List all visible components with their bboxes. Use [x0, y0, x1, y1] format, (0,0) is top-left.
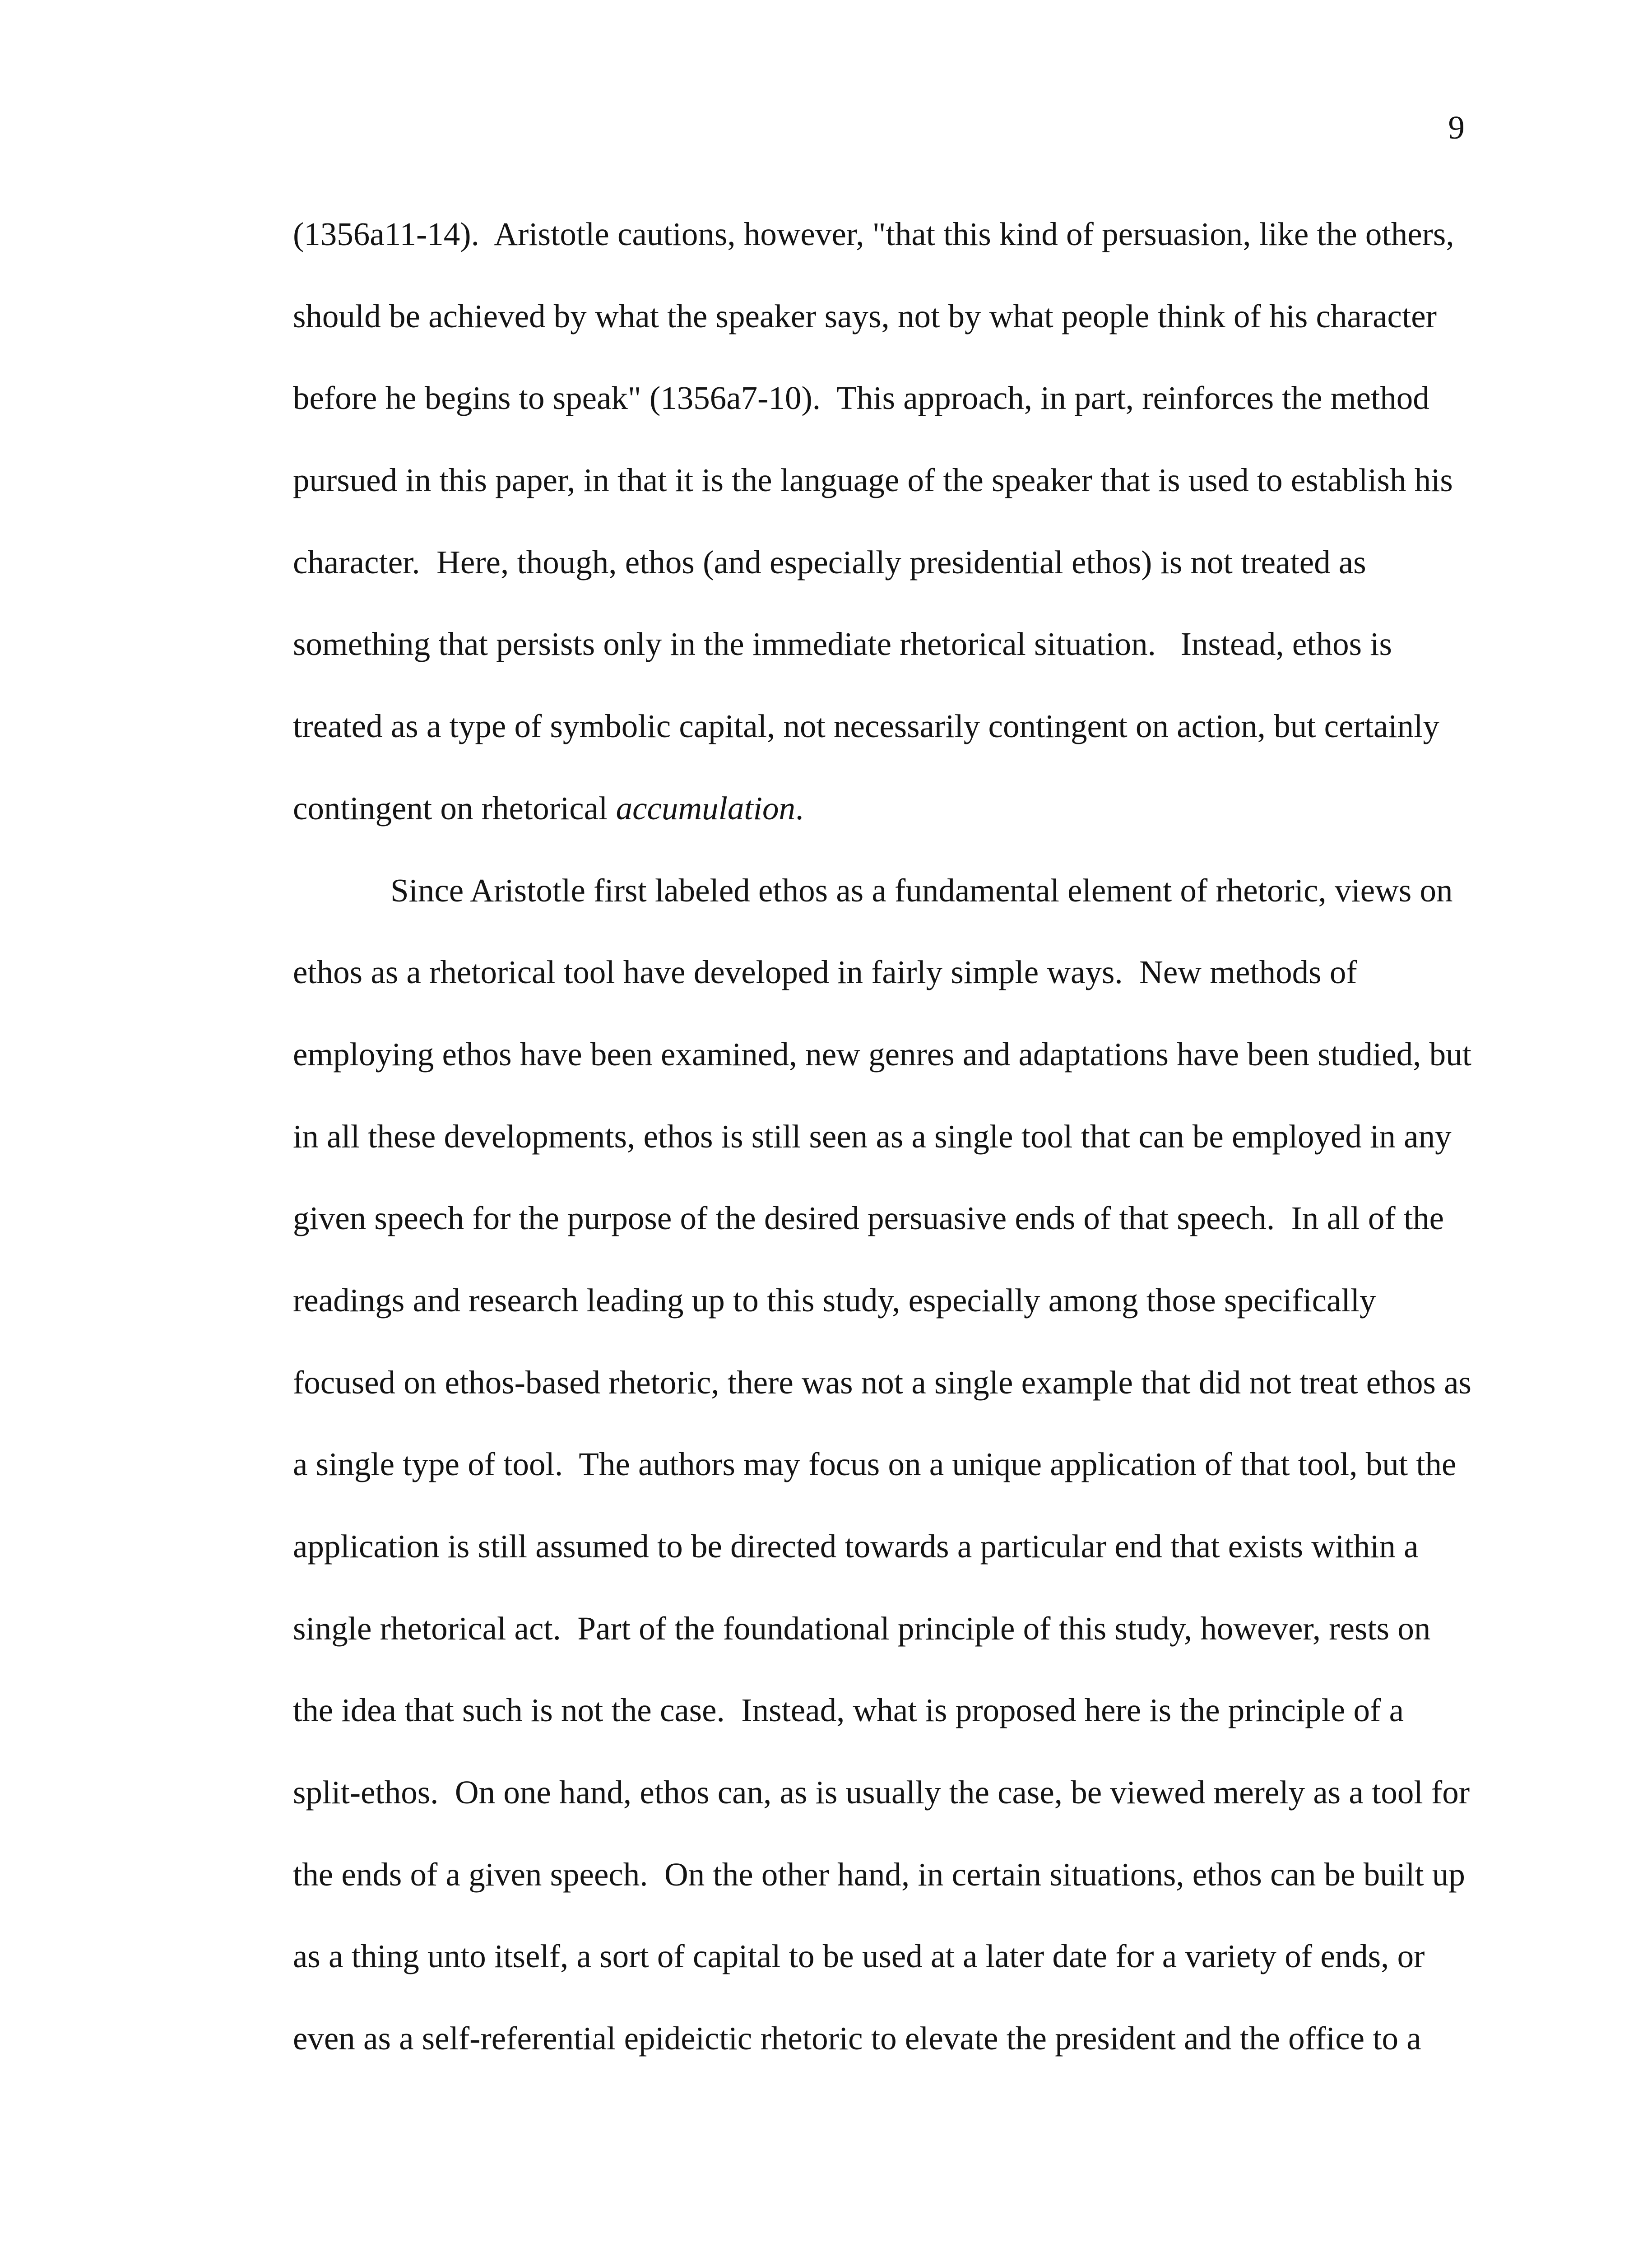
text-line: [293, 767, 1512, 850]
text-line: focused on ethos-based rhetoric, there was not a single example that did not treat ethos as: [293, 1364, 1471, 1401]
text-line: the idea that such is not the case. Instead, what is proposed here is the principle of a: [293, 1692, 1404, 1729]
text-line: in all these developments, ethos is still seen as a single tool that can be employed in any: [293, 1118, 1452, 1155]
text-line: Since Aristotle first labeled ethos as a fundamental element of rhetoric, views on: [390, 872, 1453, 909]
body-text: [293, 193, 1512, 2080]
text-line: pursued in this paper, in that it is the language of the speaker that is used to establish his: [293, 462, 1453, 499]
text-line: treated as a type of symbolic capital, not necessarily contingent on action, but certainly: [293, 708, 1439, 745]
text-line: readings and research leading up to this study, especially among those specifically: [293, 1282, 1376, 1319]
paragraph-1: [293, 193, 1512, 850]
text-line: given speech for the purpose of the desired persuasive ends of that speech. In all of the: [293, 1200, 1444, 1237]
emphasized-word: accumulation: [616, 789, 795, 827]
text-line: single rhetorical act. Part of the foundational principle of this study, however, rests on: [293, 1610, 1431, 1647]
text-line: something that persists only in the immediate rhetorical situation. Instead, ethos is: [293, 626, 1392, 663]
line-text: contingent on rhetorical: [293, 789, 616, 827]
text-line: should be achieved by what the speaker says, not by what people think of his character: [293, 297, 1437, 334]
text-line: character. Here, though, ethos (and especially presidential ethos) is not treated as: [293, 543, 1366, 581]
text-line: ethos as a rhetorical tool have developed in fairly simple ways. New methods of: [293, 954, 1357, 991]
text-line: split-ethos. On one hand, ethos can, as is usually the case, be viewed merely as a tool for: [293, 1774, 1470, 1811]
page-number: 9: [1448, 109, 1465, 146]
text-line: a single type of tool. The authors may focus on a unique application of that tool, but the: [293, 1446, 1457, 1483]
text-line: the ends of a given speech. On the other hand, in certain situations, ethos can be built up: [293, 1856, 1465, 1893]
text-line: employing ethos have been examined, new genres and adaptations have been studied, but: [293, 1036, 1471, 1073]
text-line: application is still assumed to be directed towards a particular end that exists within a: [293, 1528, 1419, 1565]
text-line: (1356a11-14). Aristotle cautions, however, "that this kind of persuasion, like the others,: [293, 216, 1454, 252]
text-line: before he begins to speak" (1356a7-10). This approach, in part, reinforces the method: [293, 380, 1429, 417]
line-end-punctuation: .: [795, 789, 804, 827]
text-line: as a thing unto itself, a sort of capital to be used at a later date for a variety of ends, or: [293, 1938, 1425, 1975]
text-line: even as a self-referential epideictic rhetoric to elevate the president and the office to a: [293, 2020, 1421, 2057]
paragraph-2: [293, 850, 1512, 2080]
